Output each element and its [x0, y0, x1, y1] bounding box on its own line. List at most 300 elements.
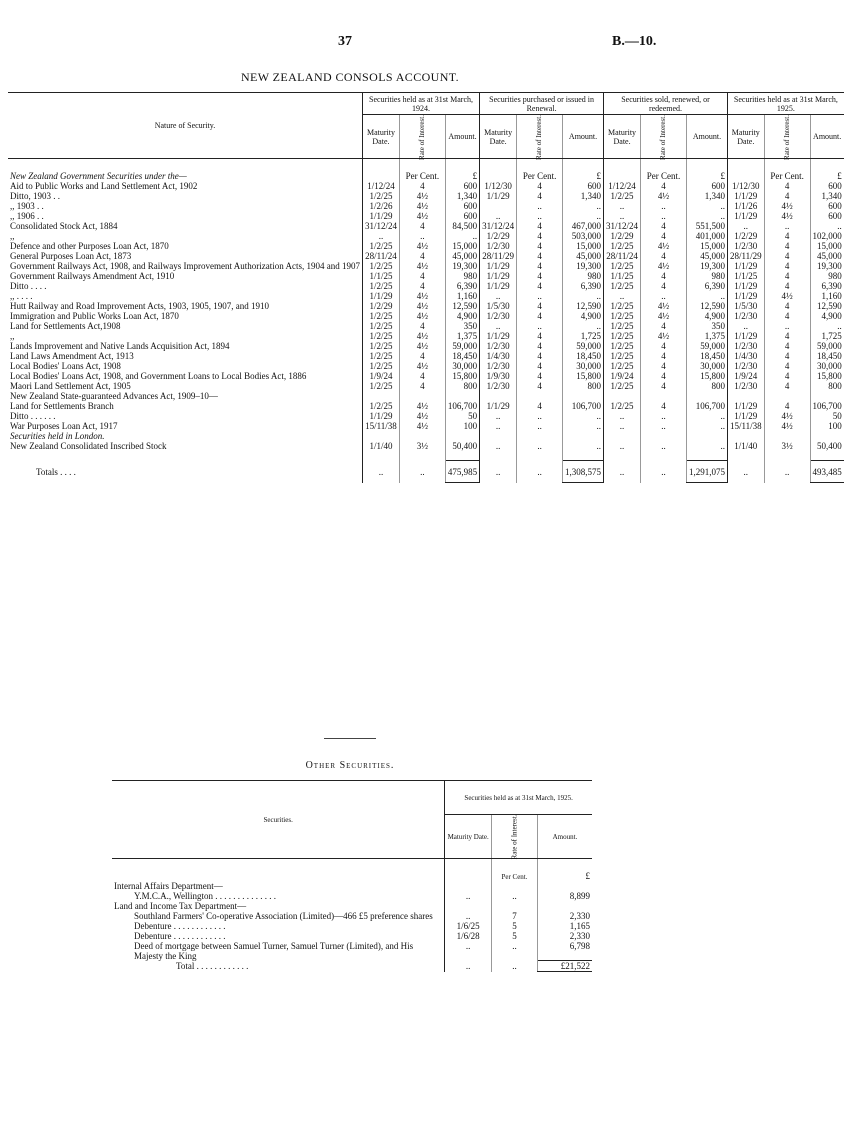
- security-name: New Zealand Government Securities under the—: [10, 170, 187, 181]
- amount: 2,330: [537, 931, 592, 941]
- maturity-date: 28/11/29: [480, 251, 517, 261]
- amount: ..: [563, 321, 604, 331]
- amount: 600: [810, 181, 844, 191]
- amount: 800: [563, 381, 604, 391]
- amount: ..: [686, 441, 727, 451]
- maturity-date: 1/2/25: [362, 351, 399, 361]
- interest-rate: 4: [641, 361, 687, 371]
- interest-rate: 4½: [399, 361, 445, 371]
- table-row: [8, 331, 844, 341]
- table-row: [112, 911, 592, 921]
- interest-rate: ..: [492, 941, 538, 961]
- maturity-date: ..: [480, 411, 517, 421]
- interest-rate: 4: [517, 341, 563, 351]
- interest-rate: 4½: [399, 421, 445, 431]
- amount: 600: [810, 211, 844, 221]
- amount: 1,340: [563, 191, 604, 201]
- rate-of-interest-label: Rate of Interest.: [510, 814, 519, 859]
- security-name: Land for Settlements Act,1908: [10, 320, 121, 331]
- maturity-date: 1/1/29: [727, 261, 764, 271]
- maturity-date: 1/12/24: [362, 181, 399, 191]
- amount: 980: [686, 271, 727, 281]
- interest-rate: 4½: [641, 311, 687, 321]
- security-name: Ditto, 1903 . .: [10, 190, 61, 201]
- maturity-date: 1/2/30: [480, 381, 517, 391]
- maturity-date: 1/1/29: [727, 401, 764, 411]
- maturity-date: 1/2/29: [362, 301, 399, 311]
- maturity-date: 28/11/29: [727, 251, 764, 261]
- amount: 350: [445, 321, 479, 331]
- interest-rate: 3½: [764, 441, 810, 451]
- maturity-date: 1/1/26: [727, 201, 764, 211]
- interest-rate: 4: [641, 271, 687, 281]
- maturity-date: [727, 391, 764, 401]
- maturity-date: ..: [445, 941, 492, 961]
- maturity-date: 28/11/24: [362, 251, 399, 261]
- table-row: [8, 211, 844, 221]
- amount-header: Amount.: [445, 115, 479, 159]
- maturity-date-header: Maturity Date.: [604, 115, 641, 159]
- amount: 30,000: [445, 361, 479, 371]
- interest-rate: 4: [641, 381, 687, 391]
- rate-of-interest-header: [517, 115, 563, 159]
- interest-rate: [399, 391, 445, 401]
- maturity-date: 1/2/25: [604, 331, 641, 341]
- unit-row: [112, 859, 592, 881]
- rate-of-interest-header: [399, 115, 445, 159]
- interest-rate: 4½: [399, 331, 445, 341]
- interest-rate: ..: [517, 211, 563, 221]
- document-reference: B.—10.: [612, 34, 657, 49]
- maturity-date: 1/2/25: [604, 191, 641, 201]
- interest-rate: 4: [641, 321, 687, 331]
- maturity-date-header: Maturity Date.: [727, 115, 764, 159]
- amount: 106,700: [563, 401, 604, 411]
- interest-rate: Per Cent.: [517, 171, 563, 181]
- maturity-date: 1/2/25: [604, 281, 641, 291]
- table-row: [8, 221, 844, 231]
- interest-rate: 4: [641, 231, 687, 241]
- amount: 15,800: [686, 371, 727, 381]
- security-name: ,,: [10, 330, 15, 341]
- interest-rate: ..: [641, 201, 687, 211]
- interest-rate: 4: [399, 181, 445, 191]
- interest-rate: 4: [764, 351, 810, 361]
- interest-rate: 4½: [399, 311, 445, 321]
- interest-rate: 4½: [764, 421, 810, 431]
- amount: 1,725: [563, 331, 604, 341]
- interest-rate: ..: [641, 441, 687, 451]
- amount: 350: [686, 321, 727, 331]
- amount: 800: [445, 381, 479, 391]
- interest-rate: 4½: [399, 401, 445, 411]
- amount: 19,300: [445, 261, 479, 271]
- maturity-date: 1/2/25: [604, 351, 641, 361]
- amount: 15,000: [445, 241, 479, 251]
- security-description: Southland Farmers' Co-operative Association (Limited)—466 £5 preference shares: [134, 910, 433, 921]
- maturity-date: ..: [604, 201, 641, 211]
- maturity-date: 1/2/29: [604, 231, 641, 241]
- maturity-date: 1/12/30: [727, 181, 764, 191]
- interest-rate: 4½: [399, 241, 445, 251]
- table-row: [8, 431, 844, 441]
- interest-rate: 4: [517, 261, 563, 271]
- interest-rate: 4: [641, 181, 687, 191]
- rate-of-interest-label: Rate of Interest.: [782, 114, 791, 160]
- maturity-date: 1/1/29: [362, 411, 399, 421]
- maturity-date: 1/2/25: [362, 331, 399, 341]
- maturity-date: ..: [445, 891, 492, 901]
- maturity-date: 1/1/29: [480, 401, 517, 411]
- amount: ..: [810, 221, 844, 231]
- maturity-date: [604, 431, 641, 441]
- interest-rate: ..: [764, 321, 810, 331]
- maturity-date: 1/2/25: [362, 381, 399, 391]
- security-description: Y.M.C.A., Wellington . . . . . . . . . . . . . .: [134, 890, 276, 901]
- maturity-date: 1/2/26: [362, 201, 399, 211]
- security-name: Aid to Public Works and Land Settlement Act, 1902: [10, 180, 198, 191]
- total-cell: ..: [399, 461, 445, 483]
- interest-rate: 4: [764, 251, 810, 261]
- security-description: Internal Affairs Department—: [114, 880, 223, 891]
- maturity-date: [480, 171, 517, 181]
- amount: 600: [445, 211, 479, 221]
- security-name: ,, . . . .: [10, 290, 33, 301]
- amount: [810, 391, 844, 401]
- maturity-date: 1/2/30: [727, 311, 764, 321]
- maturity-date: 1/1/29: [727, 291, 764, 301]
- interest-rate: 4½: [764, 291, 810, 301]
- interest-rate: 4½: [399, 211, 445, 221]
- maturity-date-header: Maturity Date.: [362, 115, 399, 159]
- page-title: NEW ZEALAND CONSOLS ACCOUNT.: [240, 70, 460, 84]
- maturity-date: [362, 431, 399, 441]
- maturity-date: 1/1/29: [362, 211, 399, 221]
- amount: 600: [686, 181, 727, 191]
- table-row: [112, 881, 592, 891]
- security-description: Debenture . . . . . . . . . . . .: [134, 930, 226, 941]
- interest-rate: ..: [641, 411, 687, 421]
- maturity-date: ..: [604, 421, 641, 431]
- security-name: General Purposes Loan Act, 1873: [10, 250, 132, 261]
- amount: 401,000: [686, 231, 727, 241]
- maturity-date: 1/2/25: [604, 261, 641, 271]
- rate-of-interest-header: [764, 115, 810, 159]
- maturity-date: 31/12/24: [362, 221, 399, 231]
- security-name: Consolidated Stock Act, 1884: [10, 220, 118, 231]
- amount: 45,000: [810, 251, 844, 261]
- total-cell: ..: [480, 461, 517, 483]
- interest-rate: ..: [517, 441, 563, 451]
- interest-rate: 4: [517, 281, 563, 291]
- amount: 600: [563, 181, 604, 191]
- amount: [810, 431, 844, 441]
- table-row: [8, 191, 844, 201]
- interest-rate: 4: [517, 241, 563, 251]
- amount: ..: [686, 411, 727, 421]
- group-header: Securities held as at 31st March, 1925.: [445, 781, 592, 815]
- interest-rate: [492, 881, 538, 891]
- interest-rate: 4½: [399, 191, 445, 201]
- maturity-date: 1/1/25: [727, 271, 764, 281]
- security-name: New Zealand Consolidated Inscribed Stock: [10, 440, 167, 451]
- group-header: Securities held as at 31st March, 1925.: [727, 93, 843, 115]
- maturity-date: 1/1/25: [362, 271, 399, 281]
- maturity-date-header: Maturity Date.: [445, 815, 492, 859]
- nature-header: Nature of Security.: [8, 93, 362, 159]
- rate-of-interest-label: Rate of Interest.: [535, 114, 544, 160]
- interest-rate: 4½: [399, 301, 445, 311]
- maturity-date: [445, 901, 492, 911]
- amount: 50,400: [445, 441, 479, 451]
- maturity-date: 15/11/38: [362, 421, 399, 431]
- amount: 18,450: [686, 351, 727, 361]
- amount: 800: [686, 381, 727, 391]
- amount: 6,390: [686, 281, 727, 291]
- security-name: Land for Settlements Branch: [10, 400, 114, 411]
- amount: 4,900: [810, 311, 844, 321]
- amount: 2,330: [537, 911, 592, 921]
- maturity-date: 1/2/25: [362, 361, 399, 371]
- maturity-date: ..: [362, 231, 399, 241]
- amount: ..: [563, 441, 604, 451]
- amount: 15,800: [445, 371, 479, 381]
- maturity-date: ..: [445, 911, 492, 921]
- interest-rate: 4: [764, 231, 810, 241]
- maturity-date: ..: [727, 221, 764, 231]
- rate-of-interest-label: Rate of Interest.: [659, 114, 668, 160]
- amount: £: [686, 171, 727, 181]
- maturity-date: 1/2/25: [604, 361, 641, 371]
- amount: 1,375: [445, 331, 479, 341]
- total-amount: £21,522: [537, 961, 592, 972]
- maturity-date: 1/2/25: [362, 281, 399, 291]
- amount: 800: [810, 381, 844, 391]
- maturity-date: [604, 171, 641, 181]
- amount: 15,000: [686, 241, 727, 251]
- maturity-date: 1/1/29: [727, 331, 764, 341]
- interest-rate: 4½: [641, 331, 687, 341]
- rate-of-interest-label: Rate of Interest.: [417, 114, 426, 160]
- security-name: Land Laws Amendment Act, 1913: [10, 350, 134, 361]
- amount: 6,798: [537, 941, 592, 961]
- interest-rate: 4: [764, 381, 810, 391]
- maturity-date: ..: [480, 321, 517, 331]
- pound-label: £: [537, 859, 592, 881]
- interest-rate: [764, 431, 810, 441]
- interest-rate: 4: [764, 271, 810, 281]
- security-name: Lands Improvement and Native Lands Acquisition Act, 1894: [10, 340, 230, 351]
- security-name: Immigration and Public Works Loan Act, 1870: [10, 310, 179, 321]
- maturity-date: 1/2/30: [727, 341, 764, 351]
- interest-rate: 4: [517, 381, 563, 391]
- interest-rate: 4: [517, 351, 563, 361]
- amount: [686, 391, 727, 401]
- maturity-date: 1/2/25: [604, 241, 641, 251]
- maturity-date: 1/12/30: [480, 181, 517, 191]
- interest-rate: 4½: [764, 201, 810, 211]
- table-row: [8, 391, 844, 401]
- interest-rate: 4: [517, 401, 563, 411]
- amount: [563, 431, 604, 441]
- interest-rate: ..: [641, 211, 687, 221]
- amount: 12,590: [810, 301, 844, 311]
- interest-rate: 4: [399, 321, 445, 331]
- interest-rate: 4: [399, 281, 445, 291]
- maturity-date: 1/2/25: [362, 321, 399, 331]
- maturity-date: 1/1/25: [604, 271, 641, 281]
- amount-header: Amount.: [563, 115, 604, 159]
- interest-rate: 4½: [764, 211, 810, 221]
- maturity-date: ..: [604, 291, 641, 301]
- amount: £: [445, 171, 479, 181]
- security-name: Defence and other Purposes Loan Act, 1870: [10, 240, 169, 251]
- table-row: [8, 441, 844, 451]
- maturity-date: 1/9/24: [362, 371, 399, 381]
- maturity-date: ..: [727, 321, 764, 331]
- maturity-date: 1/2/25: [362, 401, 399, 411]
- maturity-date: 31/12/24: [480, 221, 517, 231]
- amount: ..: [810, 321, 844, 331]
- table-row: [112, 891, 592, 901]
- interest-rate: 4: [764, 241, 810, 251]
- table-row: [8, 421, 844, 431]
- interest-rate: 4: [517, 311, 563, 321]
- table-row: [8, 171, 844, 181]
- maturity-date: 31/12/24: [604, 221, 641, 231]
- interest-rate: 5: [492, 921, 538, 931]
- amount: 600: [445, 181, 479, 191]
- total-cell: ..: [641, 461, 687, 483]
- interest-rate: 4½: [641, 241, 687, 251]
- amount: 980: [810, 271, 844, 281]
- interest-rate: [517, 431, 563, 441]
- amount: ..: [686, 291, 727, 301]
- amount: 1,165: [537, 921, 592, 931]
- amount: 503,000: [563, 231, 604, 241]
- group-header: Securities held as at 31st March, 1924.: [362, 93, 479, 115]
- table-row: [8, 381, 844, 391]
- security-name: Hutt Railway and Road Improvement Acts, 1903, 1905, 1907, and 1910: [10, 300, 269, 311]
- amount: ..: [563, 201, 604, 211]
- amount: 102,000: [810, 231, 844, 241]
- maturity-date: [727, 171, 764, 181]
- amount: 50: [810, 411, 844, 421]
- amount: ..: [563, 411, 604, 421]
- amount: 600: [810, 201, 844, 211]
- table-row: [8, 251, 844, 261]
- amount: 12,590: [563, 301, 604, 311]
- interest-rate: ..: [764, 221, 810, 231]
- maturity-date: 1/5/30: [727, 301, 764, 311]
- amount: ..: [686, 201, 727, 211]
- table-row: [8, 261, 844, 271]
- interest-rate: ..: [517, 321, 563, 331]
- amount: 106,700: [445, 401, 479, 411]
- interest-rate: 4½: [764, 411, 810, 421]
- security-name: Securities held in London.: [10, 430, 105, 441]
- maturity-date: [480, 391, 517, 401]
- amount-header: Amount.: [686, 115, 727, 159]
- maturity-date: 1/2/25: [604, 341, 641, 351]
- maturity-date: [445, 881, 492, 891]
- table-row: [8, 301, 844, 311]
- amount: 106,700: [686, 401, 727, 411]
- maturity-date: 1/1/29: [362, 291, 399, 301]
- table-row: [8, 291, 844, 301]
- interest-rate: ..: [641, 421, 687, 431]
- amount: 15,000: [810, 241, 844, 251]
- group-header: Securities sold, renewed, or redeemed.: [604, 93, 728, 115]
- amount: 1,160: [810, 291, 844, 301]
- security-name: War Purposes Loan Act, 1917: [10, 420, 118, 431]
- amount: ..: [563, 421, 604, 431]
- total-row: [112, 961, 592, 972]
- interest-rate: 4: [641, 401, 687, 411]
- interest-rate: 4: [517, 361, 563, 371]
- amount: 6,390: [810, 281, 844, 291]
- amount: 100: [445, 421, 479, 431]
- table-row: [8, 271, 844, 281]
- interest-rate: 4: [764, 181, 810, 191]
- interest-rate: [641, 431, 687, 441]
- amount: 1,340: [445, 191, 479, 201]
- interest-rate: 4: [641, 251, 687, 261]
- interest-rate: 4: [764, 301, 810, 311]
- interest-rate: [399, 431, 445, 441]
- interest-rate: 4: [764, 261, 810, 271]
- interest-rate: ..: [517, 421, 563, 431]
- maturity-date: [604, 391, 641, 401]
- maturity-date: 1/1/29: [480, 261, 517, 271]
- interest-rate: 4: [764, 191, 810, 201]
- maturity-date: ..: [480, 441, 517, 451]
- amount: 59,000: [445, 341, 479, 351]
- security-name: Government Railways Amendment Act, 1910: [10, 270, 175, 281]
- maturity-date: 1/2/29: [727, 231, 764, 241]
- maturity-date: ..: [480, 421, 517, 431]
- amount: 15,800: [810, 371, 844, 381]
- maturity-date: [480, 431, 517, 441]
- security-name: Ditto . . . .: [10, 280, 47, 291]
- interest-rate: 4: [399, 381, 445, 391]
- amount: 45,000: [445, 251, 479, 261]
- maturity-date: 15/11/38: [727, 421, 764, 431]
- maturity-date: 1/2/30: [727, 361, 764, 371]
- securities-header: Securities.: [112, 781, 445, 859]
- maturity-date: 1/2/25: [604, 381, 641, 391]
- maturity-date: 1/1/29: [727, 281, 764, 291]
- amount: ..: [686, 421, 727, 431]
- amount: 8,899: [537, 891, 592, 901]
- interest-rate: 4: [399, 221, 445, 231]
- amount: [445, 431, 479, 441]
- maturity-date: 1/2/30: [480, 311, 517, 321]
- interest-rate: 4: [517, 191, 563, 201]
- total-amount: 475,985: [445, 461, 479, 483]
- maturity-date: 1/2/30: [727, 241, 764, 251]
- maturity-date: 1/4/30: [480, 351, 517, 361]
- totals-row: [8, 461, 844, 483]
- interest-rate: 4: [399, 271, 445, 281]
- table-row: [112, 931, 592, 941]
- section-divider: [324, 738, 376, 739]
- interest-rate: [764, 391, 810, 401]
- table-row: [8, 321, 844, 331]
- total-cell: ..: [492, 961, 538, 972]
- interest-rate: 4: [517, 371, 563, 381]
- amount: 18,450: [445, 351, 479, 361]
